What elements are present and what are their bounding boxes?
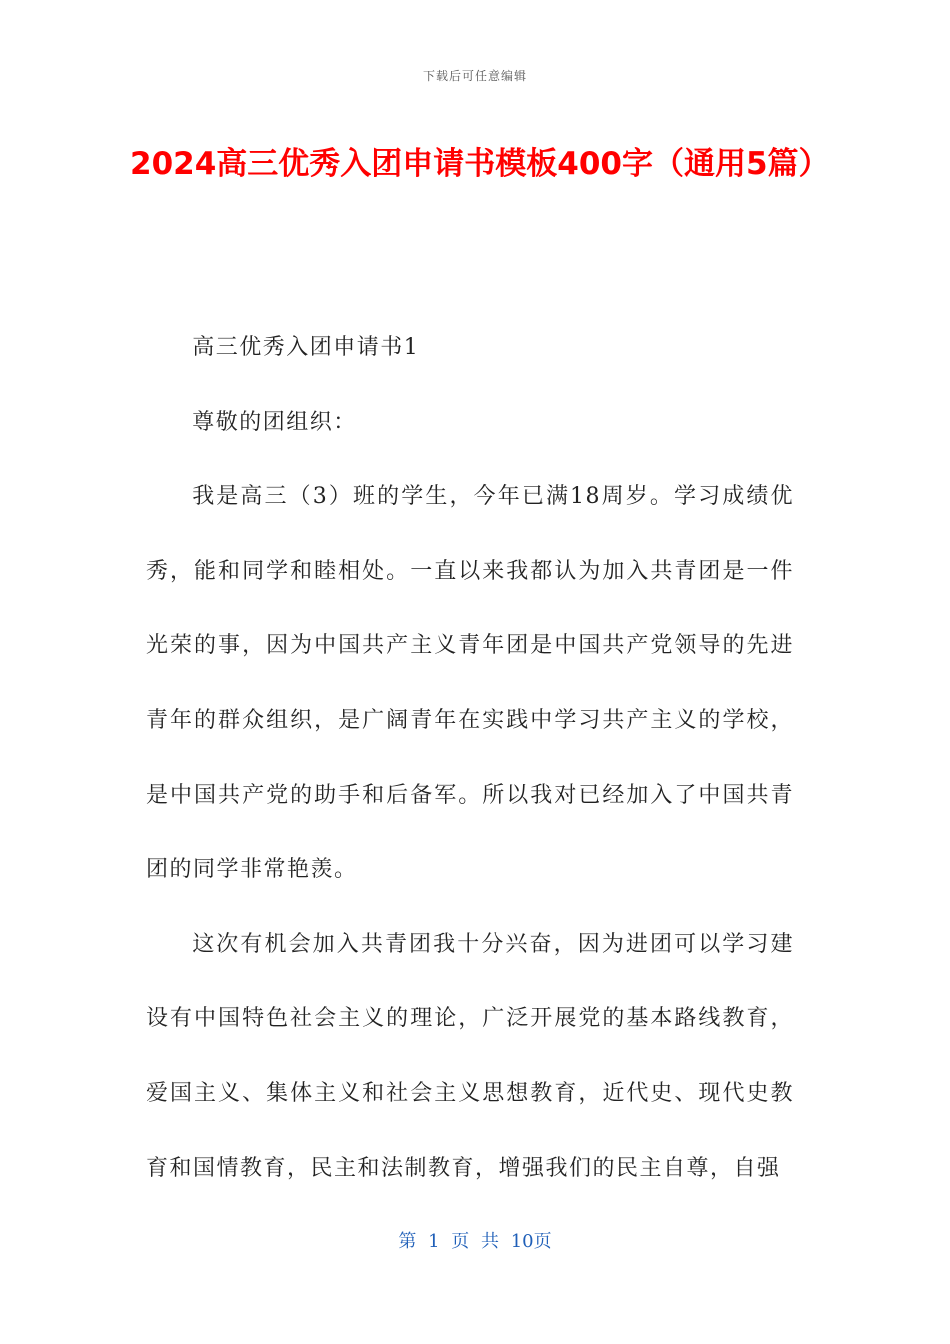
salutation: 尊敬的团组织： xyxy=(192,409,357,435)
document-body xyxy=(146,311,794,1206)
paragraph-2: 这次有机会加入共青团我十分兴奋，因为进团可以学习建设有中国特色社会主义的理论，广泛开展党的基本路线教育，爱国主义、集体主义和社会主义思想教育，近代史、现代史教育和国情教育，民主和法制教育，增强我们的民主自尊，自强 xyxy=(146,931,794,1181)
paragraph-1: 我是高三（3）班的学生，今年已满18周岁。学习成绩优秀，能和同学和睦相处。一直以来我都认为加入共青团是一件光荣的事，因为中国共产主义青年团是中国共产党领导的先进青年的群众组织，是广阔青年在实践中学习共产主义的学校，是中国共产党的助手和后备军。所以我对已经加入了中国共青团的同学非常艳羡。 xyxy=(146,484,794,883)
page-footer: 第 1 页 共 10页 xyxy=(398,1231,552,1252)
header-note: 下载后可任意编辑 xyxy=(422,69,527,83)
section-heading: 高三优秀入团申请书1 xyxy=(192,335,420,360)
document-title: 2024高三优秀入团申请书模板400字（通用5篇） xyxy=(130,146,830,182)
